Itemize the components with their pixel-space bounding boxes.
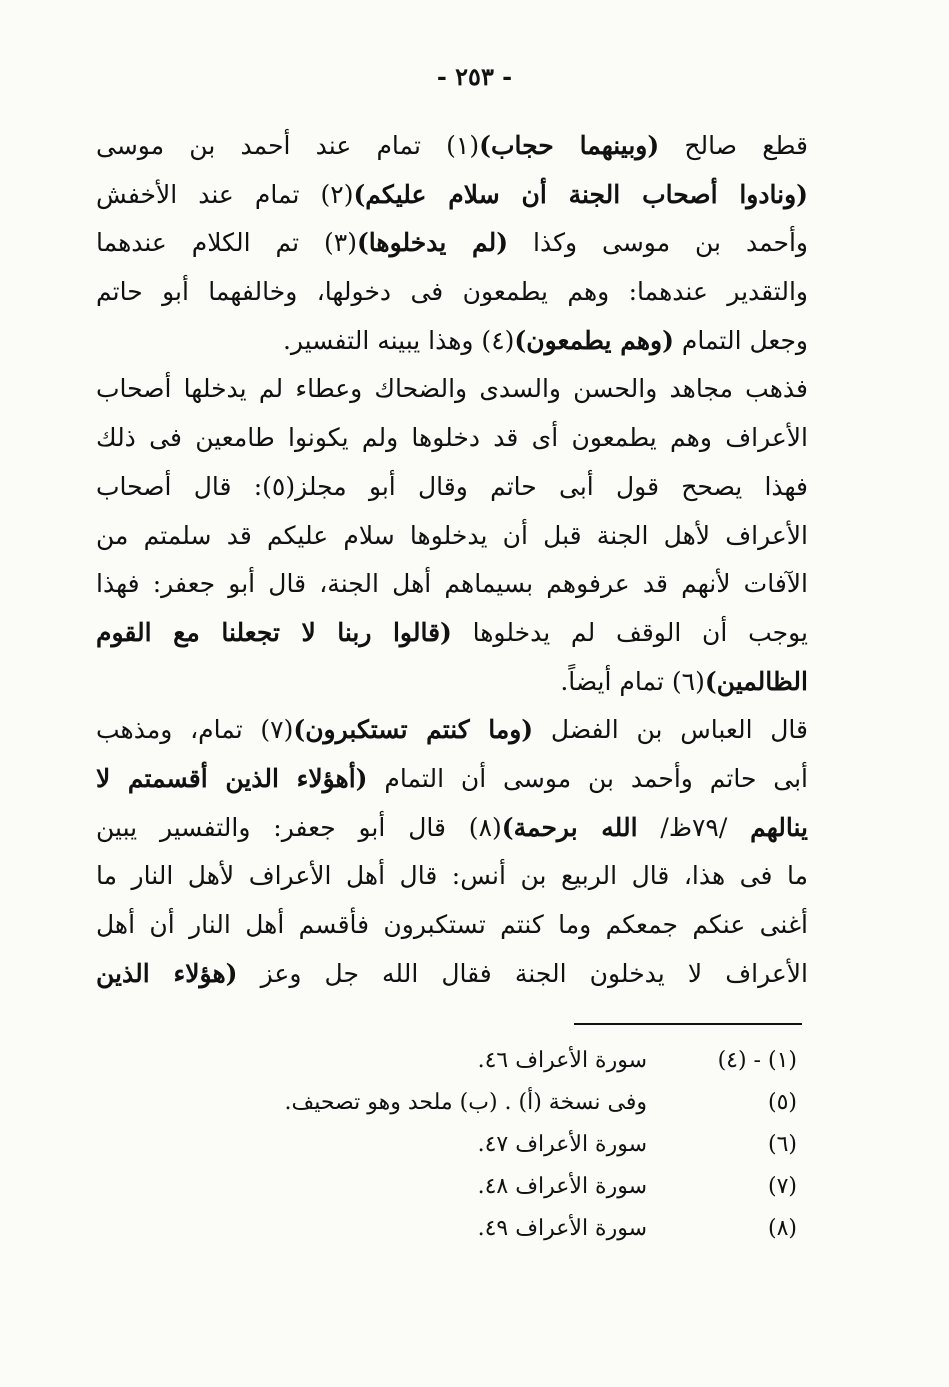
text-segment: (٣) تم الكلام عندهما [96,228,357,258]
quran-quote: (أهؤلاء الذين أقسمتم لا [96,763,368,793]
text-segment: الأعراف لا يدخلون الجنة فقال الله جل وعز [237,958,808,988]
quran-quote: (ونادوا أصحاب الجنة أن سلام عليكم) [353,179,808,209]
text-line [96,609,808,658]
text-line [96,171,808,220]
text-segment: (٦) تمام أيضاً. [560,666,705,696]
quran-quote: (هؤلاء الذين [96,958,238,988]
text-line [96,560,808,609]
text-segment: فهذا يصحح قول أبى حاتم وقال أبو مجلز(٥): قال أصحاب [96,471,809,501]
text-segment: (٢) تمام عند الأخفش [96,179,354,209]
footnote-separator [574,1023,802,1025]
footnote-marker: (٥) [767,1090,797,1115]
text-line [96,804,808,853]
footnote [0,1124,949,1166]
text-segment: الآفات لأنهم قد عرفوهم بسيماهم أهل الجنة، قال أبو جعفر: فهذا [96,569,808,599]
quran-quote: (وما كنتم تستكبرون) [293,715,534,745]
text-segment: وجعل التمام [673,325,808,355]
text-line [96,365,808,414]
footnote-marker: (١) - (٤) [717,1048,797,1073]
text-segment: فذهب مجاهد والحسن والسدى والضحاك وعطاء لم يدخلها أصحاب [96,374,808,404]
quran-quote: (لم يدخلوها) [356,228,509,258]
text-line [96,414,808,463]
text-segment: أبى حاتم وأحمد بن موسى أن التمام [367,763,809,793]
quran-quote: (وبينهما حجاب) [479,131,660,160]
page-number: - ٢٥٣ - [436,62,513,91]
text-segment: وأحمد بن موسى وكذا [508,228,808,258]
text-segment: يوجب أن الوقف لم يدخلوها [451,617,808,647]
text-segment: /٧٩ظ/ [637,812,751,842]
footnote [0,1166,949,1208]
text-segment: الأعراف وهم يطمعون أى قد دخلوها ولم يكونوا طامعين فى ذلك [96,423,808,453]
footnote-text: سورة الأعراف ٤٦. [477,1048,647,1073]
text-line [96,268,808,317]
text-line [96,950,808,999]
text-segment: والتقدير عندهما: وهم يطمعون فى دخولها، وخالفهما أبو حاتم [96,277,808,307]
quran-quote: (وهم يطمعون) [514,325,674,355]
footnote-text: سورة الأعراف ٤٧. [477,1132,647,1157]
footnote-text: سورة الأعراف ٤٩. [477,1216,647,1241]
quran-quote: (قالوا ربنا لا تجعلنا مع القوم [96,617,452,647]
text-segment: (٨) قال أبو جعفر: والتفسير يبين [96,812,502,842]
text-segment: (٤) وهذا يبينه التفسير. [282,325,515,355]
text-line [96,219,808,268]
footnote-text: وفى نسخة (أ) . (ب) ملحد وهو تصحيف. [284,1090,647,1115]
text-segment: ما فى هذا، قال الربيع بن أنس: قال أهل الأعراف لأهل النار ما [96,861,808,891]
footnotes [0,1040,949,1250]
quran-quote: ينالهم [750,812,809,842]
text-line [96,755,808,804]
text-segment: (١) تمام عند أحمد بن موسى [96,131,480,160]
text-segment: الأعراف لأهل الجنة قبل أن يدخلوها سلام عليكم قد سلمتم من [96,520,808,550]
footnote-marker: (٦) [767,1132,797,1157]
text-segment: قطع صالح [659,131,808,160]
text-line [96,317,808,366]
text-segment: أغنى عنكم جمعكم وما كنتم تستكبرون فأقسم أهل النار أن أهل [96,910,808,939]
text-line [96,706,808,755]
footnote [0,1040,949,1082]
text-line [96,852,808,901]
footnote-marker: (٨) [767,1216,797,1241]
text-line [96,901,808,950]
quran-quote: الظالمين) [704,666,808,696]
text-segment: (٧) تمام، ومذهب [96,715,294,745]
text-line [96,658,808,707]
text-line [96,463,808,512]
quran-quote: الله برحمة) [501,812,638,842]
footnote [0,1208,949,1250]
text-line [96,512,808,561]
footnote-marker: (٧) [767,1174,797,1199]
text-segment: قال العباس بن الفضل [533,715,808,745]
footnote-text: سورة الأعراف ٤٨. [477,1174,647,1199]
main-text [96,122,808,998]
footnote [0,1082,949,1124]
text-line [96,122,808,171]
